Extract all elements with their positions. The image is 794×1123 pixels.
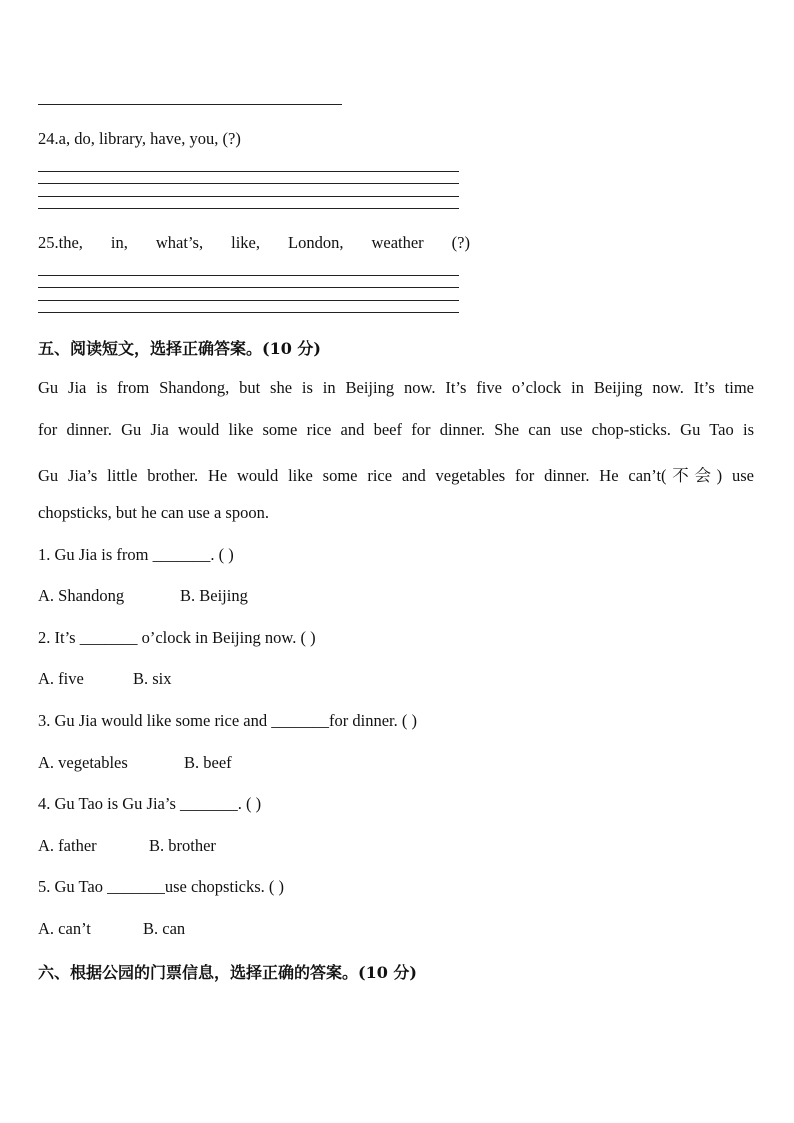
- question-25-word: (?): [451, 233, 470, 252]
- question-25-word: what’s,: [155, 233, 204, 252]
- answer-line: [38, 196, 459, 197]
- question-25: [38, 233, 470, 253]
- option-a: A. father: [38, 836, 97, 855]
- option-a: A. five: [38, 669, 84, 688]
- answer-line: [38, 300, 459, 301]
- question-25-word: like,: [231, 233, 260, 252]
- question-25-word: London,: [287, 233, 344, 252]
- question-24: 24.a, do, library, have, you, (?): [38, 129, 241, 148]
- option-b: B. brother: [149, 836, 216, 855]
- passage-line: chopsticks, but he can use a spoon.: [38, 503, 269, 522]
- option-b: B. Beijing: [180, 586, 248, 605]
- answer-line: [38, 312, 459, 313]
- section-5-heading: 五、阅读短文，选择正确答案。(10 分): [38, 339, 321, 358]
- question-25-word: in,: [110, 233, 128, 252]
- answer-line: [38, 208, 459, 209]
- option-a: A. can’t: [38, 919, 91, 938]
- question-5: 5. Gu Tao _______use chopsticks. ( ): [38, 877, 285, 896]
- question-number: 25.: [38, 233, 59, 252]
- question-25-word: weather: [371, 233, 424, 252]
- passage-line: Gu Jia is from Shandong, but she is in Beijing now. It’s five o’clock in Beijing now. It’s time: [38, 378, 754, 397]
- section-6-heading: 六、根据公园的门票信息，选择正确的答案。(10 分): [38, 963, 417, 982]
- question-4: 4. Gu Tao is Gu Jia’s _______. ( ): [38, 794, 262, 813]
- question-3: 3. Gu Jia would like some rice and _______for dinner. ( ): [38, 711, 417, 730]
- passage-line: for dinner. Gu Jia would like some rice and beef for dinner. She can use chop-sticks. Gu Tao is: [38, 420, 754, 439]
- question-25-word: 25.the,: [38, 233, 83, 252]
- answer-line: [38, 171, 459, 172]
- question-2: 2. It’s _______ o’clock in Beijing now. ( ): [38, 628, 316, 647]
- answer-line: [38, 183, 459, 184]
- option-a: A. vegetables: [38, 753, 128, 772]
- option-b: B. can: [143, 919, 186, 938]
- option-a: A. Shandong: [38, 586, 125, 605]
- option-b: B. six: [133, 669, 172, 688]
- option-b: B. beef: [184, 753, 232, 772]
- answer-line: [38, 275, 459, 276]
- answer-line: [38, 104, 342, 105]
- question-1: 1. Gu Jia is from _______. ( ): [38, 545, 234, 564]
- answer-line: [38, 287, 459, 288]
- passage-line: Gu Jia’s little brother. He would like some rice and vegetables for dinner. He can’t(不会) use: [38, 466, 754, 485]
